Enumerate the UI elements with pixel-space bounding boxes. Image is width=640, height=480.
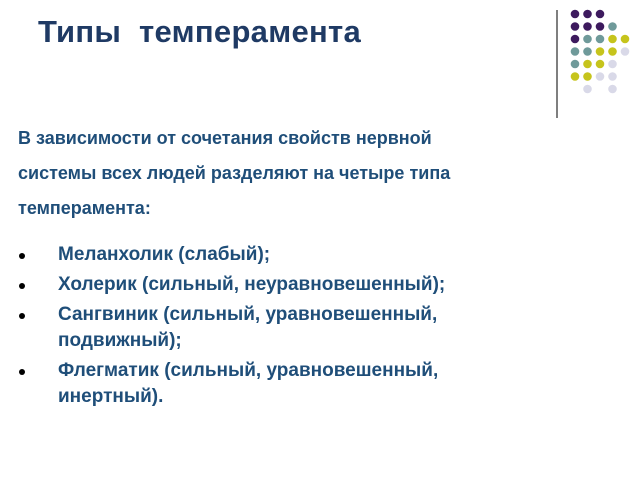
decorative-dot: [596, 47, 605, 56]
decorative-dot: [583, 35, 592, 44]
decorative-dot: [596, 60, 605, 69]
intro-paragraph: [18, 121, 618, 226]
list-item-text: Флегматик (сильный, уравновешенный,: [58, 360, 439, 381]
decorative-dot: [571, 47, 580, 56]
list-item-melancholic: [18, 242, 618, 268]
decorative-dot: [596, 10, 605, 19]
decorative-dot: [608, 60, 617, 69]
list-item-choleric: [18, 272, 618, 298]
list-item-sanguine: [18, 302, 618, 354]
decorative-dot: [608, 47, 617, 56]
decorative-dot: [571, 22, 580, 31]
decorative-dot: [583, 22, 592, 31]
decorative-dot: [608, 35, 617, 44]
decorative-dot: [596, 22, 605, 31]
decorative-dot: [596, 35, 605, 44]
decorative-dot: [608, 22, 617, 31]
bullet-icon: [19, 283, 25, 289]
decorative-dot-grid: [0, 0, 640, 120]
list-item-text: инертный).: [58, 386, 164, 407]
decorative-dot: [571, 10, 580, 19]
intro-line: системы всех людей разделяют на четыре типа: [18, 163, 451, 183]
list-item-text: подвижный);: [58, 330, 182, 351]
intro-line: темперамента:: [18, 198, 151, 218]
decorative-dot: [608, 72, 617, 81]
decorative-dot: [583, 85, 592, 94]
decorative-dot: [583, 10, 592, 19]
decorative-dot: [571, 60, 580, 69]
list-item-text: Сангвиник (сильный, уравновешенный,: [58, 304, 438, 325]
decorative-dot: [571, 35, 580, 44]
decorative-dot: [583, 47, 592, 56]
decorative-dot: [621, 35, 630, 44]
decorative-dot: [583, 72, 592, 81]
temperament-list: [18, 242, 618, 414]
slide-title: Типы темперамента: [38, 14, 362, 49]
decorative-dot: [621, 47, 630, 56]
bullet-icon: [19, 253, 25, 259]
list-item-phlegmatic: [18, 358, 618, 410]
bullet-icon: [19, 369, 25, 375]
list-item-text: Холерик (сильный, неуравновешенный);: [58, 274, 446, 295]
list-item-text: Меланхолик (слабый);: [58, 244, 271, 265]
bullet-icon: [19, 313, 25, 319]
decorative-vertical-line: [556, 10, 558, 118]
intro-line: В зависимости от сочетания свойств нервной: [18, 128, 432, 148]
decorative-dot: [571, 72, 580, 81]
decorative-dot: [608, 85, 617, 94]
decorative-dot: [596, 72, 605, 81]
decorative-dot: [583, 60, 592, 69]
